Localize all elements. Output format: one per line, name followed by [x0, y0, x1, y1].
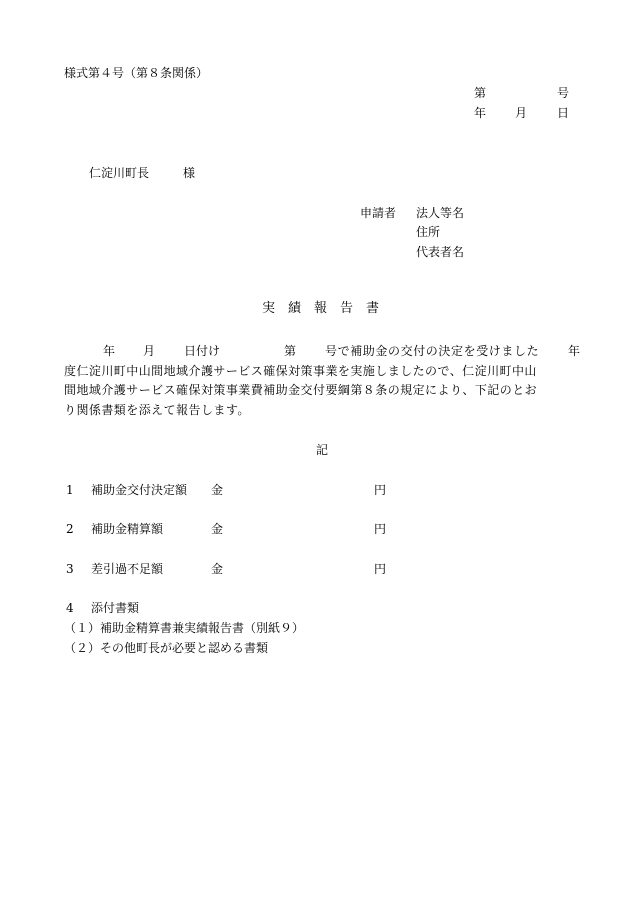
item-number: 1	[66, 483, 74, 497]
item-label: 補助金精算額	[91, 522, 164, 536]
item-kin: 金	[211, 562, 224, 576]
representative-label: 代表者名	[416, 245, 465, 259]
attachments-number: 4	[66, 601, 74, 615]
date-year: 年	[474, 106, 487, 120]
date-month: 月	[515, 106, 528, 120]
body-line2: 度仁淀川町中山間地域介護サービス確保対策事業を実施しましたので、仁淀川町中山	[64, 364, 537, 378]
item-label: 補助金交付決定額	[91, 483, 188, 497]
attachments-label: 添付書類	[91, 601, 140, 615]
item-kin: 金	[211, 522, 224, 536]
number-prefix: 第	[474, 86, 487, 100]
addressee-name: 仁淀川町長	[89, 166, 150, 180]
body-year: 年	[103, 344, 116, 358]
item-number: 2	[66, 522, 74, 536]
ki-label: 記	[316, 443, 329, 457]
applicant-label: 申請者	[360, 206, 397, 220]
body-date: 日付け	[184, 344, 221, 358]
item-label: 差引過不足額	[91, 562, 164, 576]
date-day: 日	[557, 106, 570, 120]
item-yen: 円	[374, 522, 387, 536]
addressee-honorific: 様	[183, 166, 196, 180]
number-suffix: 号	[557, 86, 570, 100]
body-line3: 間地域介護サービス確保対策事業費補助金交付要綱第８条の規定により、下記のとお	[64, 383, 538, 397]
document-title	[262, 302, 382, 316]
title-char: 告	[340, 301, 354, 316]
attachment-item: （１）補助金精算書兼実績報告書（別紙９）	[64, 621, 305, 635]
title-char: 報	[314, 301, 328, 316]
body-year2: 年	[568, 344, 581, 358]
attachment-item: （２）その他町長が必要と認める書類	[64, 641, 269, 655]
item-yen: 円	[374, 562, 387, 576]
item-yen: 円	[374, 483, 387, 497]
title-char: 実	[262, 301, 276, 316]
item-number: 3	[66, 562, 74, 576]
form-label: 様式第４号（第８条関係）	[64, 66, 209, 80]
body-no: 第	[284, 344, 297, 358]
corp-name-label: 法人等名	[416, 206, 465, 220]
body-month: 月	[143, 344, 156, 358]
item-kin: 金	[211, 483, 224, 497]
title-char: 績	[288, 301, 302, 316]
title-char: 書	[366, 301, 380, 316]
body-line4: り関係書類を添えて報告します。	[64, 403, 250, 417]
body-line1-rest: 号で補助金の交付の決定を受けました	[325, 344, 540, 358]
address-label: 住所	[416, 225, 441, 239]
